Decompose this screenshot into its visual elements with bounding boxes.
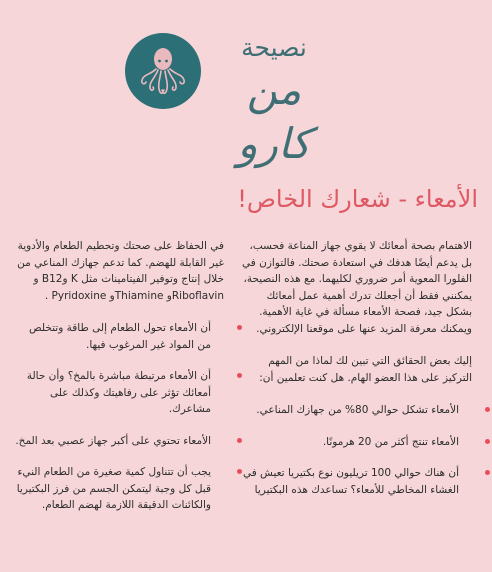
intro-paragraph: الاهتمام بصحة أمعائك لا يقوي جهاز المناعة فحسب، بل يدعم أيضًا هدفك في استعادة صحتك. فالتوازن في الفلورا المعوية أمر ضروري لكليهما. مع هذه النصيحة، يمكنني فقط أن أجعلك تدرك أهمية عمل أمعائك بشكل جيد، فصحة الأمعاء مسألة في غاية الأهمية. ويمكنك معرفة المزيد عنها على موقعنا الإلكتروني. bbox=[242, 240, 472, 335]
list-item bbox=[242, 434, 472, 451]
logo-text-top: نصيحة bbox=[241, 33, 307, 62]
logo bbox=[125, 33, 355, 168]
bullet-dot-icon bbox=[485, 439, 490, 444]
octopus-icon bbox=[125, 33, 201, 109]
bullet-dot-icon bbox=[485, 470, 490, 475]
fact-text: أن الأمعاء تحول الطعام إلى طاقة وتتخلص من المواد غير المرغوب فيها. bbox=[29, 322, 211, 351]
logo-text-bottom: من كارو bbox=[237, 65, 311, 168]
fact-text: أن هناك حوالي 100 تريليون نوع بكتيريا تعيش في الغشاء المخاطي للأمعاء؟ تساعدك هذه البكتيريا bbox=[242, 467, 459, 496]
right-column bbox=[242, 238, 472, 513]
list-item bbox=[14, 320, 224, 353]
list-item bbox=[242, 465, 472, 498]
list-item bbox=[242, 402, 472, 419]
fact-text: الأمعاء تنتج أكثر من 20 هرمونًا. bbox=[322, 435, 459, 448]
bullet-dot-icon bbox=[237, 469, 242, 474]
facts-list-continued bbox=[14, 320, 224, 514]
fact-text: الأمعاء تشكل حوالي 80% من جهازك المناعي. bbox=[256, 404, 459, 416]
list-item bbox=[14, 433, 224, 450]
left-column bbox=[14, 238, 224, 529]
bullet-dot-icon bbox=[237, 373, 242, 378]
fact-text: يجب أن تتناول كمية صغيرة من الطعام النيء قبل كل وجبة ليتمكن الجسم من فرز البكتيريا والكائنات الدقيقة اللازمة لهضم الطعام. bbox=[16, 466, 211, 511]
facts-list bbox=[242, 402, 472, 498]
lead-paragraph: إليك بعض الحقائق التي تبين لك لماذا من المهم التركيز على هذا العضو الهام. هل كنت تعلمين أن: bbox=[259, 355, 472, 384]
bullet-dot-icon bbox=[485, 407, 490, 412]
list-item bbox=[14, 368, 224, 418]
fact-text: الأمعاء تحتوي على أكبر جهاز عصبي بعد المخ. bbox=[15, 434, 211, 447]
bullet-dot-icon bbox=[237, 325, 242, 330]
list-item bbox=[14, 464, 224, 514]
page-title: الأمعاء - شعارك الخاص! bbox=[237, 185, 478, 213]
fact-text: أن الأمعاء مرتبطة مباشرة بالمخ؟ وأن حالة أمعائك تؤثر على رفاهيتك وكذلك على مشاعرك. bbox=[26, 370, 211, 415]
bullet-dot-icon bbox=[237, 438, 242, 443]
continuation-paragraph: في الحفاظ على صحتك وتحطيم الطعام والأدوية غير القابلة للهضم. كما تدعم جهازك المناعي من خلال إنتاج وتوفير الفيتامينات مثل K وB12 و Riboflavinو Thiamineو Pyridoxine . bbox=[17, 240, 224, 302]
